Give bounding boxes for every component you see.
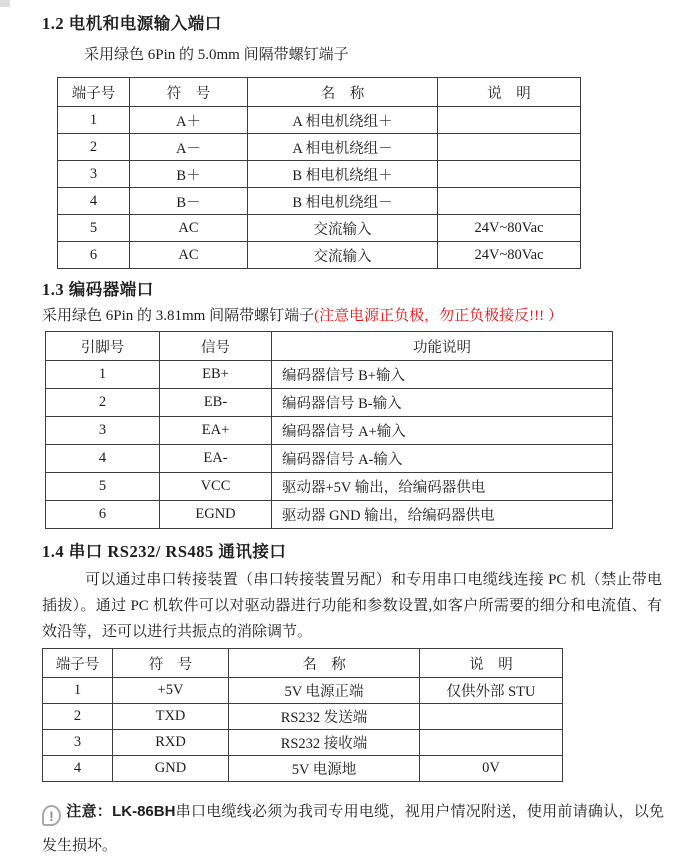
table-cell: GND	[113, 756, 229, 782]
column-header: 端子号	[58, 78, 130, 107]
table-cell: +5V	[113, 678, 229, 704]
table-cell: AC	[130, 215, 248, 242]
table-cell: EB-	[160, 389, 272, 417]
serial-table	[42, 648, 563, 782]
column-header: 引脚号	[46, 332, 160, 361]
table-cell: 2	[46, 389, 160, 417]
table-cell: 编码器信号 A+输入	[272, 417, 613, 445]
table-cell: 3	[58, 161, 130, 188]
table-cell: TXD	[113, 704, 229, 730]
table-cell: 编码器信号 B+输入	[272, 361, 613, 389]
table-cell	[438, 134, 581, 161]
table-cell: EB+	[160, 361, 272, 389]
table-cell: 驱动器+5V 输出，给编码器供电	[272, 473, 613, 501]
note-text: 串口电缆线必须为我司专用电缆，视用户情况附送，使用前请确认，以免发生损坏。	[42, 804, 664, 854]
table-cell: RS232 接收端	[229, 730, 420, 756]
table-row	[58, 215, 581, 242]
table-cell: EA-	[160, 445, 272, 473]
encoder-table	[45, 331, 613, 529]
exclamation-icon: !	[42, 805, 61, 826]
table-cell: B 相电机绕组＋	[248, 161, 438, 188]
table-cell: 5	[46, 473, 160, 501]
column-header: 说 明	[420, 649, 563, 678]
table-cell: 3	[43, 730, 113, 756]
table-cell: 24V~80Vac	[438, 215, 581, 242]
column-header: 名 称	[229, 649, 420, 678]
table-row	[58, 161, 581, 188]
table-header-row	[58, 78, 581, 107]
table-cell: 编码器信号 B-输入	[272, 389, 613, 417]
column-header: 符 号	[113, 649, 229, 678]
table-cell: 6	[58, 242, 130, 269]
table-cell: 4	[43, 756, 113, 782]
table-cell: 4	[58, 188, 130, 215]
table-row	[46, 361, 613, 389]
table-cell: 1	[58, 107, 130, 134]
table-cell: 5	[58, 215, 130, 242]
table-row	[46, 473, 613, 501]
table-row	[43, 730, 563, 756]
motor-terminal-description: 采用绿色 6Pin 的 5.0mm 间隔带螺钉端子	[84, 47, 349, 63]
column-header: 符 号	[130, 78, 248, 107]
table-cell: VCC	[160, 473, 272, 501]
table-cell: 交流输入	[248, 242, 438, 269]
table-row	[43, 678, 563, 704]
table-cell: 2	[58, 134, 130, 161]
table-cell: RXD	[113, 730, 229, 756]
table-row	[58, 242, 581, 269]
table-cell	[420, 704, 563, 730]
note-model-number: LK-86BH	[112, 803, 176, 820]
table-cell: A－	[130, 134, 248, 161]
table-cell: 仅供外部 STU	[420, 678, 563, 704]
column-header: 名 称	[248, 78, 438, 107]
table-cell: 0V	[420, 756, 563, 782]
scan-artifact	[0, 0, 10, 7]
table-row	[46, 389, 613, 417]
table-header-row	[43, 649, 563, 678]
table-cell: 24V~80Vac	[438, 242, 581, 269]
table-row	[58, 188, 581, 215]
table-cell: 编码器信号 A-输入	[272, 445, 613, 473]
table-row	[43, 756, 563, 782]
table-cell: 4	[46, 445, 160, 473]
table-cell: B 相电机绕组－	[248, 188, 438, 215]
encoder-terminal-description	[42, 306, 661, 326]
polarity-warning-text: (注意电源正负极，勿正负极接反!!! ）	[314, 308, 563, 324]
table-cell: A＋	[130, 107, 248, 134]
table-row	[46, 417, 613, 445]
table-row	[46, 445, 613, 473]
table-cell: B＋	[130, 161, 248, 188]
column-header: 信号	[160, 332, 272, 361]
note-label: 注意：	[66, 804, 113, 820]
column-header: 功能说明	[272, 332, 613, 361]
table-cell: AC	[130, 242, 248, 269]
table-cell: 驱动器 GND 输出，给编码器供电	[272, 501, 613, 529]
table-cell	[438, 107, 581, 134]
table-cell: EA+	[160, 417, 272, 445]
motor-power-table	[57, 77, 581, 269]
table-row	[43, 704, 563, 730]
table-cell: 交流输入	[248, 215, 438, 242]
table-cell: 2	[43, 704, 113, 730]
table-header-row	[46, 332, 613, 361]
column-header: 说 明	[438, 78, 581, 107]
section-heading-encoder: 1.3 编码器端口	[42, 280, 154, 299]
table-cell: 6	[46, 501, 160, 529]
table-cell: A 相电机绕组－	[248, 134, 438, 161]
table-cell	[438, 161, 581, 188]
table-cell: 1	[43, 678, 113, 704]
table-cell	[438, 188, 581, 215]
table-cell: 5V 电源正端	[229, 678, 420, 704]
table-row	[46, 501, 613, 529]
table-cell: 1	[46, 361, 160, 389]
table-cell: B－	[130, 188, 248, 215]
table-cell	[420, 730, 563, 756]
table-row	[58, 134, 581, 161]
encoder-description-text: 采用绿色 6Pin 的 3.81mm 间隔带螺钉端子	[42, 308, 315, 324]
table-cell: RS232 发送端	[229, 704, 420, 730]
section-heading-motor-power: 1.2 电机和电源输入端口	[42, 14, 222, 33]
cable-note	[42, 795, 664, 856]
section-heading-serial-port: 1.4 串口 RS232/ RS485 通讯接口	[42, 542, 287, 561]
table-cell: EGND	[160, 501, 272, 529]
column-header: 端子号	[43, 649, 113, 678]
table-cell: 5V 电源地	[229, 756, 420, 782]
table-cell: A 相电机绕组＋	[248, 107, 438, 134]
table-cell: 3	[46, 417, 160, 445]
table-row	[58, 107, 581, 134]
serial-port-paragraph: 可以通过串口转接装置（串口转接装置另配）和专用串口电缆线连接 PC 机（禁止带电插拔）。通过 PC 机软件可以对驱动器进行功能和参数设置,如客户所需要的细分和电流值、有效沿等，还可以进行共振点的消除调节。	[42, 572, 662, 640]
